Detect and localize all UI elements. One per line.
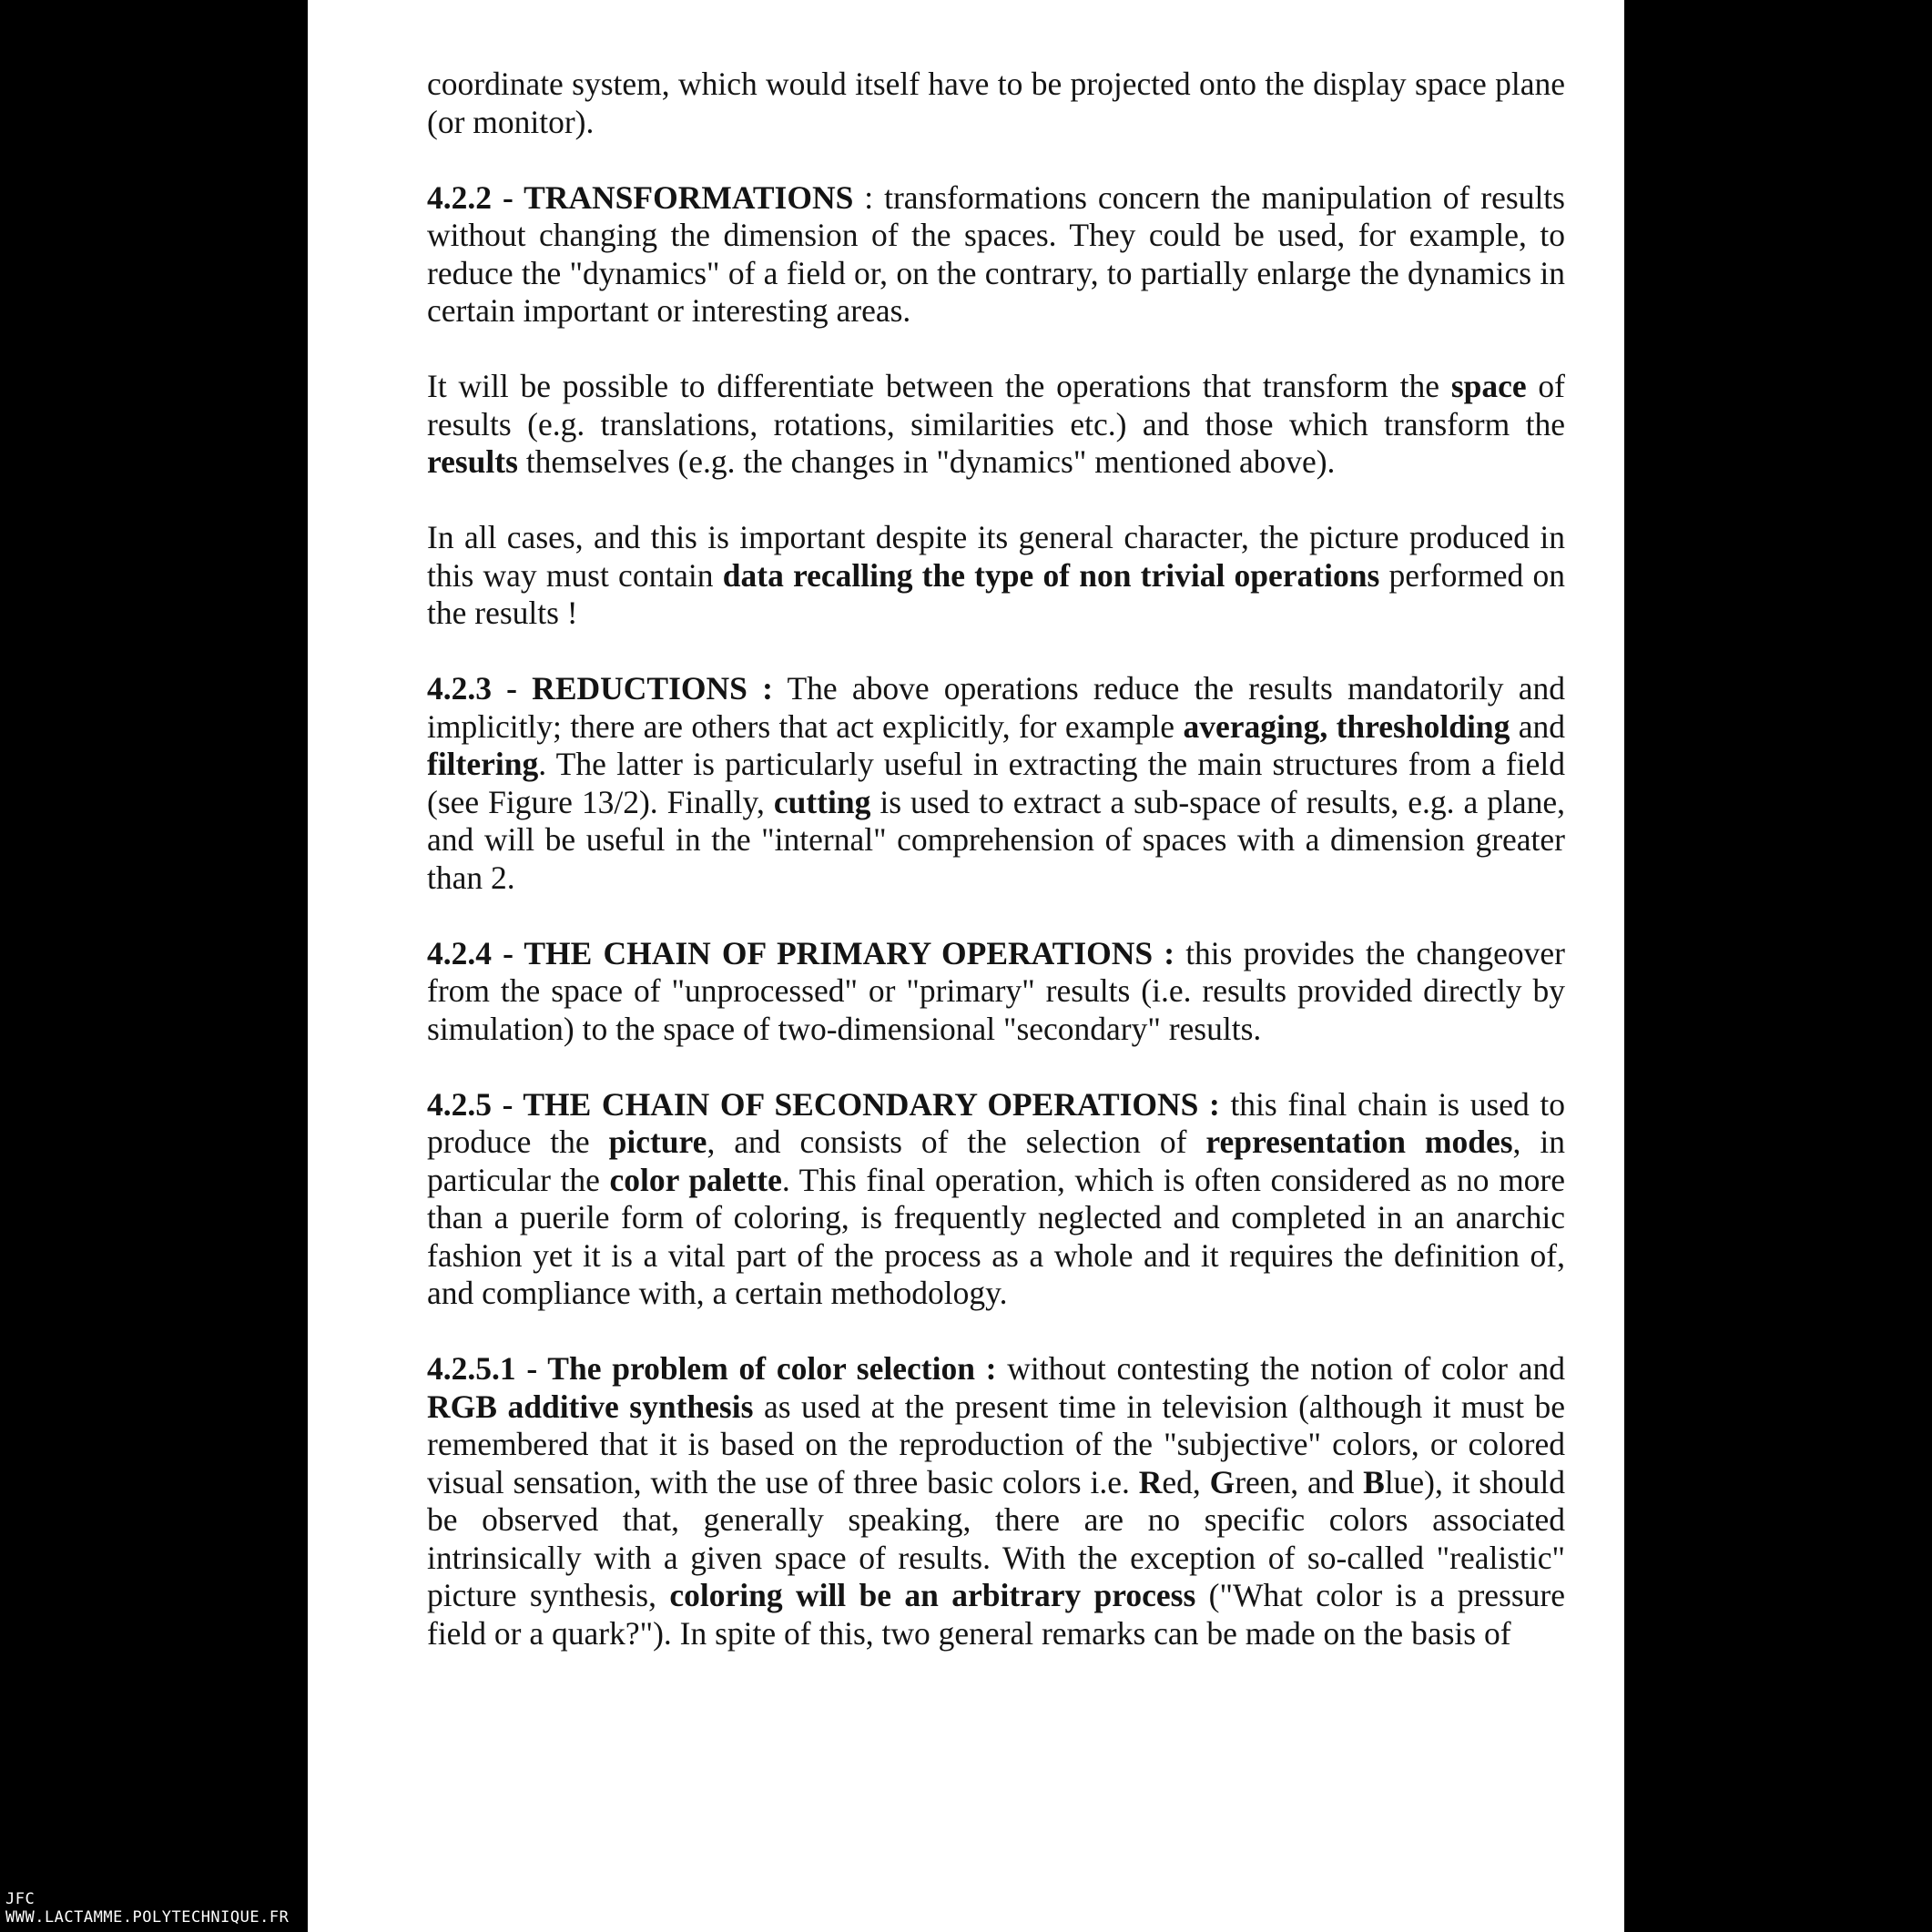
section-heading-4-2-2: 4.2.2 - TRANSFORMATIONS <box>427 178 854 216</box>
paragraph-color-selection <box>427 1350 1565 1652</box>
bold-term-averaging-thresholding: averaging, thresholding <box>1183 707 1510 745</box>
watermark-initials: JFC <box>5 1890 36 1908</box>
paragraph-text: It will be possible to differentiate between the operations that transform the <box>427 368 1451 404</box>
text-column <box>427 66 1565 1691</box>
section-heading-4-2-3: 4.2.3 - REDUCTIONS : <box>427 670 773 707</box>
paragraph-coordinate-system <box>427 66 1565 141</box>
paragraph-text: , in particular the <box>427 1124 1565 1198</box>
paragraph-text: this final chain is used to produce the <box>427 1085 1565 1160</box>
paragraph-differentiate <box>427 368 1565 482</box>
paragraph-text: ed, <box>1162 1463 1210 1500</box>
paragraph-text: and <box>1510 707 1565 745</box>
bold-term-results: results <box>427 443 518 480</box>
paragraph-text: The above operations reduce the results mandatorily and implicitly; there are others that act explicitly, for example <box>427 670 1565 745</box>
bold-term-filtering: filtering <box>427 746 539 782</box>
document-page <box>308 0 1624 1932</box>
bold-term-color-palette: color palette <box>609 1161 782 1198</box>
bold-phrase-arbitrary-process: coloring will be an arbitrary process <box>669 1577 1196 1613</box>
bold-term-space: space <box>1450 368 1527 404</box>
bold-letter-b: B <box>1363 1463 1385 1500</box>
bold-letter-g: G <box>1209 1463 1235 1500</box>
paragraph-text: ("What color is a pressure field or a quark?"). In spite of this, two general remarks can be made on the basis of <box>427 1577 1565 1652</box>
paragraph-primary-operations <box>427 935 1565 1049</box>
paragraph-text: this provides the changeover from the space of "unprocessed" or "primary" results (i.e. results provided directly by simulation) to the space of two-dimensional "secondary" results. <box>427 934 1566 1047</box>
paragraph-secondary-operations <box>427 1086 1565 1313</box>
bold-term-cutting: cutting <box>773 783 871 820</box>
paragraph-text: . The latter is particularly useful in extracting the main structures from a field (see Figure 13/2). Finally, <box>427 746 1565 820</box>
paragraph-text: . This final operation, which is often considered as no more than a puerile form of coloring, is frequently neglected and completed in an anarchic fashion yet it is a vital part of the process as a whole and it requires the definition of, and compliance with, a certain methodology. <box>427 1161 1566 1311</box>
watermark-url: WWW.LACTAMME.POLYTECHNIQUE.FR <box>5 1908 290 1927</box>
paragraph-text: themselves (e.g. the changes in "dynamics" mentioned above). <box>517 443 1336 480</box>
bold-term-rgb-additive-synthesis: RGB additive synthesis <box>427 1388 754 1425</box>
paragraph-all-cases <box>427 519 1565 633</box>
section-heading-4-2-4: 4.2.4 - THE CHAIN OF PRIMARY OPERATIONS : <box>427 934 1175 971</box>
watermark <box>5 1890 289 1927</box>
paragraph-text: as used at the present time in television (although it must be remembered that it is based on the reproduction of the "subjective" colors, or colored visual sensation, with the use of three basic colors i.e. <box>427 1388 1565 1500</box>
section-heading-4-2-5-1: 4.2.5.1 - The problem of color selection : <box>427 1350 997 1387</box>
paragraph-text: of results (e.g. translations, rotations, similarities etc.) and those which transform the <box>427 368 1566 442</box>
paragraph-text: lue), it should be observed that, generally speaking, there are no specific colors associated intrinsically with a given space of results. With the exception of so-called "realistic" picture synthesis, <box>427 1463 1565 1613</box>
paragraph-text: coordinate system, which would itself have to be projected onto the display space plane (or monitor). <box>427 66 1565 140</box>
paragraph-text: In all cases, and this is important despite its general character, the picture produced in this way must contain <box>427 519 1565 594</box>
paragraph-reductions <box>427 670 1565 897</box>
paragraph-text: performed on the results ! <box>427 556 1565 631</box>
bold-term-representation-modes: representation modes <box>1205 1124 1513 1160</box>
bold-term-picture: picture <box>608 1124 707 1160</box>
section-heading-4-2-5: 4.2.5 - THE CHAIN OF SECONDARY OPERATIONS : <box>427 1085 1220 1123</box>
paragraph-text: reen, and <box>1235 1463 1364 1500</box>
paragraph-text: is used to extract a sub-space of results, e.g. a plane, and will be useful in the "internal" comprehension of spaces with a dimension greater than 2. <box>427 783 1565 896</box>
paragraph-text: without contesting the notion of color and <box>996 1350 1565 1387</box>
paragraph-transformations <box>427 179 1565 330</box>
bold-letter-r: R <box>1138 1463 1163 1500</box>
paragraph-text: , and consists of the selection of <box>707 1124 1206 1160</box>
paragraph-text: : transformations concern the manipulation of results without changing the dimension of the spaces. They could be used, for example, to reduce the "dynamics" of a field or, on the contrary, to partially enlarge the dynamics in certain important or interesting areas. <box>427 178 1565 329</box>
bold-phrase-data-recalling: data recalling the type of non trivial operations <box>722 556 1380 594</box>
